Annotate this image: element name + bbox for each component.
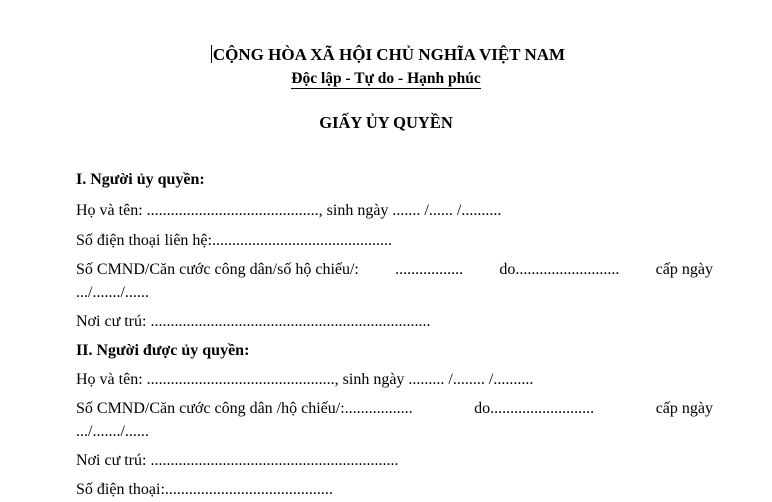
section-1-id-line[interactable] — [76, 261, 713, 279]
document-title: GIẤY ỦY QUYỀN — [319, 113, 453, 132]
id-issuer-blank: do.......................... — [499, 261, 620, 278]
id-number-blank: ................. — [395, 261, 464, 278]
motto-text: Độc lập - Tự do - Hạnh phúc — [291, 70, 481, 87]
national-title-text: CỘNG HÒA XÃ HỘI CHỦ NGHĨA VIỆT NAM — [212, 45, 566, 64]
national-title — [2, 45, 772, 65]
section-2-name-line[interactable]: Họ và tên: ..............................................., sinh ngày ......... /........ /.......... — [76, 371, 534, 388]
id-issuer-blank-2: do.......................... — [474, 400, 595, 417]
section-1-id-date-line[interactable]: .../......./...... — [76, 284, 149, 301]
section-2-id-date-line[interactable]: .../......./...... — [76, 423, 149, 440]
section-2-phone-line[interactable]: Số điện thoại:.......................................... — [76, 481, 333, 498]
section-2-heading: II. Người được ủy quyền: — [76, 342, 250, 359]
section-2-residence-line[interactable]: Nơi cư trú: .............................................................. — [76, 452, 399, 469]
section-1-name-line[interactable]: Họ và tên: ..........................................., sinh ngày ....... /...... /.......... — [76, 202, 502, 219]
id-date-label: cấp ngày — [655, 261, 713, 278]
section-1-residence-line[interactable]: Nơi cư trú: ...................................................................... — [76, 313, 431, 330]
id-label: Số CMND/Căn cước công dân/số hộ chiếu/: — [76, 261, 359, 278]
id-date-label-2: cấp ngày — [655, 400, 713, 417]
section-1-heading: I. Người ủy quyền: — [76, 171, 205, 188]
national-motto — [0, 70, 772, 88]
id-label-2: Số CMND/Căn cước công dân /hộ chiếu/:................. — [76, 400, 413, 417]
section-2-id-line[interactable] — [76, 400, 713, 418]
section-1-phone-line[interactable]: Số điện thoại liên hệ:............................................. — [76, 232, 392, 249]
text-cursor-icon — [211, 45, 212, 63]
